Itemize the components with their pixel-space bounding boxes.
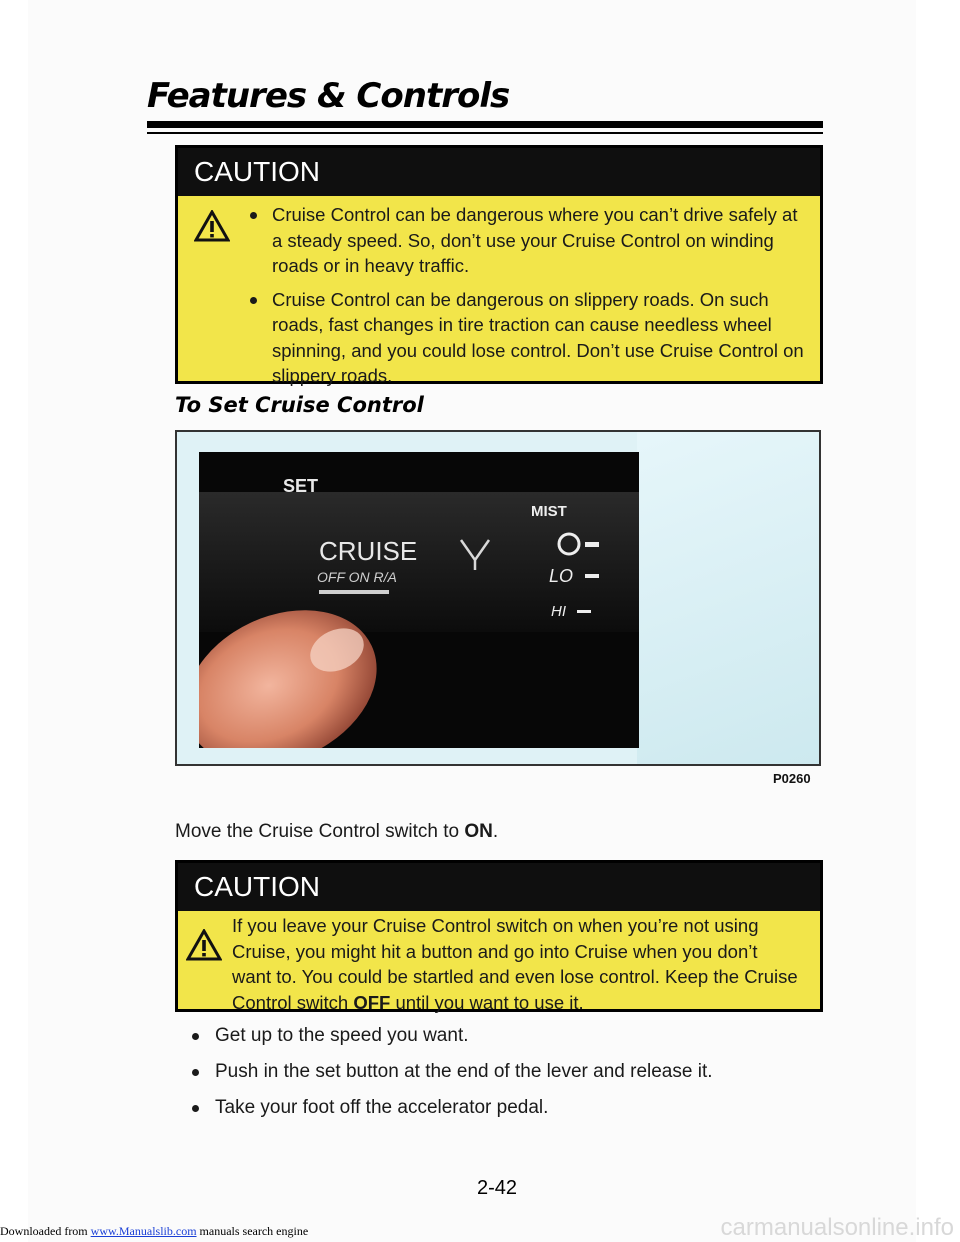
caution-text bbox=[248, 202, 810, 397]
list-item: Take your foot off the accelerator pedal. bbox=[190, 1096, 810, 1132]
list-item: Get up to the speed you want. bbox=[190, 1024, 810, 1060]
on-emphasis: ON bbox=[464, 821, 493, 842]
cruise-control-photo bbox=[175, 430, 821, 766]
photo-code: P0260 bbox=[773, 771, 811, 786]
manualslib-link[interactable]: www.Manualslib.com bbox=[90, 1224, 197, 1238]
caution-item: Cruise Control can be dangerous on slippery roads. On such roads, fast changes in tire traction can cause needless wheel spinning, and you could lose control. Don’t use Cruise Control on slippery roads. bbox=[248, 287, 810, 389]
header-rule-thick bbox=[147, 121, 823, 128]
label-lo: LO bbox=[549, 566, 574, 586]
caution-heading: CAUTION bbox=[178, 863, 820, 911]
page-number: 2-42 bbox=[477, 1177, 518, 1199]
label-positions: OFF ON R/A bbox=[317, 569, 397, 585]
steps-list bbox=[190, 1024, 810, 1132]
caution-box-2 bbox=[175, 860, 823, 1012]
off-emphasis: OFF bbox=[353, 991, 391, 1013]
label-hi: HI bbox=[551, 603, 566, 620]
caution-text: If you leave your Cruise Control switch on when you’re not using Cruise, you might hit a button and go into Cruise when you don’t want to. You could be startled and even lose control. Keep the Cruise Control switch OFF until you want to use it. bbox=[232, 915, 798, 1013]
warning-triangle-icon bbox=[186, 929, 222, 961]
caution-heading: CAUTION bbox=[178, 148, 820, 196]
download-footer: Downloaded from www.Manualslib.com manuals search engine bbox=[0, 1224, 309, 1238]
instruction-text: Move the Cruise Control switch to ON. bbox=[175, 821, 499, 842]
label-mist: MIST bbox=[531, 503, 567, 520]
page-title: Features & Controls bbox=[147, 76, 510, 116]
caution-box-1 bbox=[175, 145, 823, 384]
caution-item: Cruise Control can be dangerous where you can’t drive safely at a steady speed. So, don’t use your Cruise Control on winding roads or in heavy traffic. bbox=[248, 202, 810, 279]
lever-illustration bbox=[199, 452, 639, 748]
label-cruise: CRUISE bbox=[319, 536, 418, 566]
warning-triangle-icon bbox=[194, 210, 230, 242]
photo-image bbox=[199, 452, 639, 748]
list-item: Push in the set button at the end of the lever and release it. bbox=[190, 1060, 810, 1096]
section-subheading: To Set Cruise Control bbox=[175, 393, 424, 417]
label-set: SET bbox=[283, 476, 319, 496]
header-rule-thin bbox=[147, 132, 823, 134]
watermark: carmanualsonline.info bbox=[720, 1214, 954, 1241]
